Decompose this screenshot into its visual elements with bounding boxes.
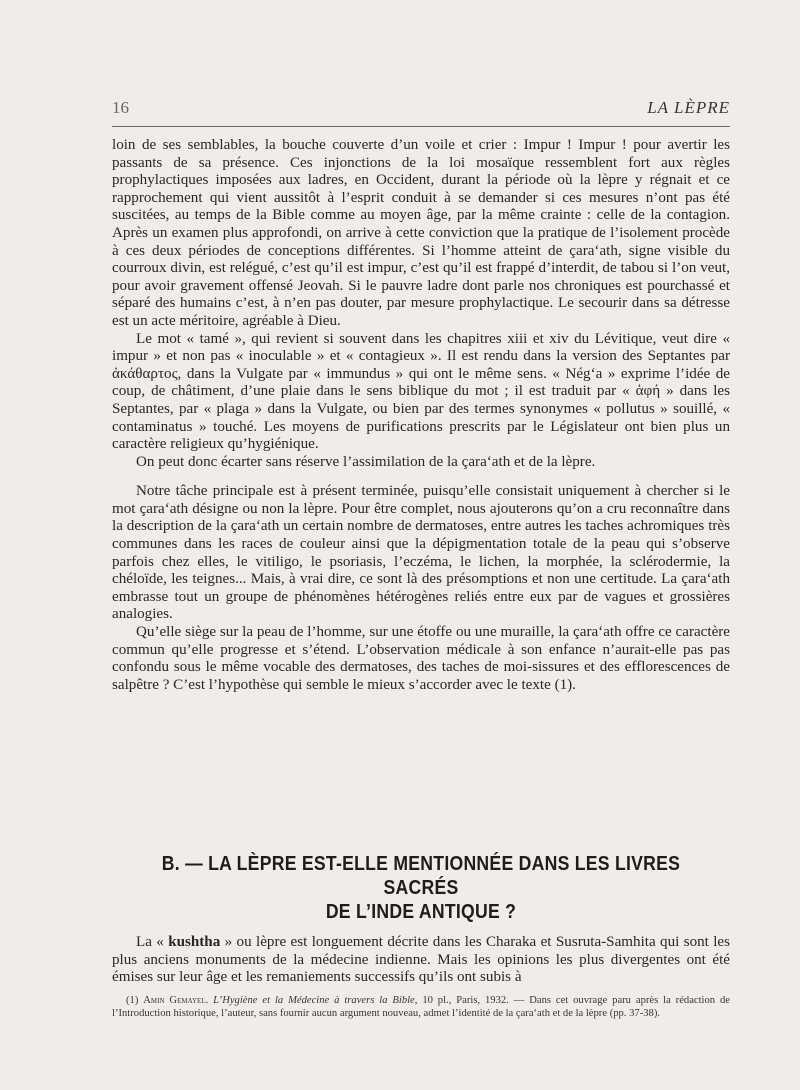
keyword-kushtha: kushtha [168, 934, 221, 950]
paragraph-5: Qu’elle siège sur la peau de l’homme, sur une étoffe ou une muraille, la çara‘ath offre ce caractère commun qu’elle progresse et s’étend. L’observation médicale à son enfance n’aurait-elle pas pas confondu sous le même vocable des dermatoses, des taches de moi-sissures et des efflorescences de salpêtre ? C’est l’hypothèse qui semble le mieux s’accorder avec le texte (1). [112, 624, 730, 693]
section-heading-line-2: DE L’INDE ANTIQUE ? [325, 900, 517, 923]
paragraph-1: loin de ses semblables, la bouche couverte d’un voile et crier : Impur ! Impur ! pour avertir les passants de sa présence. Ces injonctions de la loi mosaïque ressemblent fort aux règles prophylactiques imposées aux ladres, en Occident, durant la période où la lèpre y régnait et ce rapprochement qui vient aussitôt à l’esprit conduit à se demander si ces mesures n’ont pas été suscitées, au temps de la Bible comme au moyen âge, par la même crainte : celle de la contagion. Après un examen plus approfondi, on arrive à cette conviction que la pratique de l’isolement procède à ces deux périodes de conceptions différentes. Si l’homme atteint de çara‘ath, signe visible du courroux divin, est relégué, c’est qu’il est impur, c’est qu’il est frappé d’interdit, de tabou si l’on veut, pour avoir gravement offensé Jeovah. Si le pauvre ladre dont parle nos chroniques est pourchassé et séparé des humains c’est, à n’en pas douter, par mesure prophylactique. Le secourir dans sa détresse est un acte méritoire, agréable à Dieu. [112, 137, 730, 329]
footnote-author: Amin Gemayel [143, 995, 206, 1006]
page-number: 16 [112, 98, 129, 117]
paragraph-4: Notre tâche principale est à présent terminée, puisqu’elle consistait uniquement à chercher si le mot çara‘ath désigne ou non la lèpre. Pour être complet, nous ajouterons qu’on a cru reconnaître dans la description de la çara‘ath un certain nombre de dermatoses, entre autres les taches achromiques très communes dans les races de couleur ainsi que la dépigmentation totale de la peau qui s’observe parfois chez elles, le vitiligo, le psoriasis, l’eczéma, le lichen, la morphée, la sclérodermie, la chéloïde, les teignes... Mais, à vrai dire, ce sont là des présomptions et non une certitude. La çara‘ath embrasse tout un groupe de phénomènes hétérogènes reliés entre eux par de vagues et grossières analogies. [112, 483, 730, 623]
paragraph-2: Le mot « tamé », qui revient si souvent dans les chapitres xiii et xiv du Lévitique, veut dire « impur » et non pas « inoculable » et « contagieux ». Il est rendu dans la version des Septantes par ἀκάθαρτος, dans la Vulgate par « immundus » qui ont le même sens. « Nég‘a » exprime l’idée de coup, de châtiment, d’une plaie dans le sens biblique du mot ; il est traduit par « ἁφή » dans les Septantes, par « plaga » dans la Vulgate, ou bien par des termes synonymes « pollutus » souillé, « contaminatus » touché. Les moyens de purifications prescrits par le Législateur ont bien plus un caractère religieux qu’hygiénique. [112, 330, 730, 453]
footnote-1: (1) Amin Gemayel. L’Hygiène et la Médecine à travers la Bible, 10 pl., Paris, 1932. — Dans cet ouvrage paru après la rédaction de l’Introduction historique, l’auteur, sans fournir aucun argument nouveau, admet l’identité de la çara‘ath et de la lèpre (pp. 37-38). [112, 995, 730, 1019]
footnote [112, 995, 730, 1020]
header-rule [112, 126, 730, 127]
footnote-rest: , 10 pl., Paris, 1932. — Dans cet ouvrage paru après la rédaction de l’Introduction historique, l’auteur, sans fournir aucun argument nouveau, admet l’identité de la çara‘ath et de la lèpre (pp. 37-38). [112, 995, 730, 1019]
footnote-title: L’Hygiène et la Médecine à travers la Bible [213, 995, 415, 1006]
footnote-marker: (1) [126, 995, 144, 1006]
section-heading [155, 852, 686, 924]
section-paragraph [112, 934, 730, 987]
section-text [112, 934, 730, 987]
paragraph-3: On peut donc écarter sans réserve l’assimilation de la çara‘ath et de la lèpre. [136, 453, 596, 470]
main-text [112, 137, 730, 694]
section-paragraph-start: La « [136, 934, 169, 950]
section-paragraph-rest: » ou lèpre est longuement décrite dans les Charaka et Susruta-Samhita qui sont les plus anciens monuments de la médecine indienne. Mais les opinions les plus divergentes ont été émises sur leur âge et les remaniements successifs qu’ils ont subis à [112, 934, 730, 986]
running-title: LA LÈPRE [647, 98, 730, 117]
section-heading-line-1: B. — LA LÈPRE EST-ELLE MENTIONNÉE DANS LES LIVRES SACRÉS [161, 852, 681, 899]
running-head [112, 98, 730, 120]
